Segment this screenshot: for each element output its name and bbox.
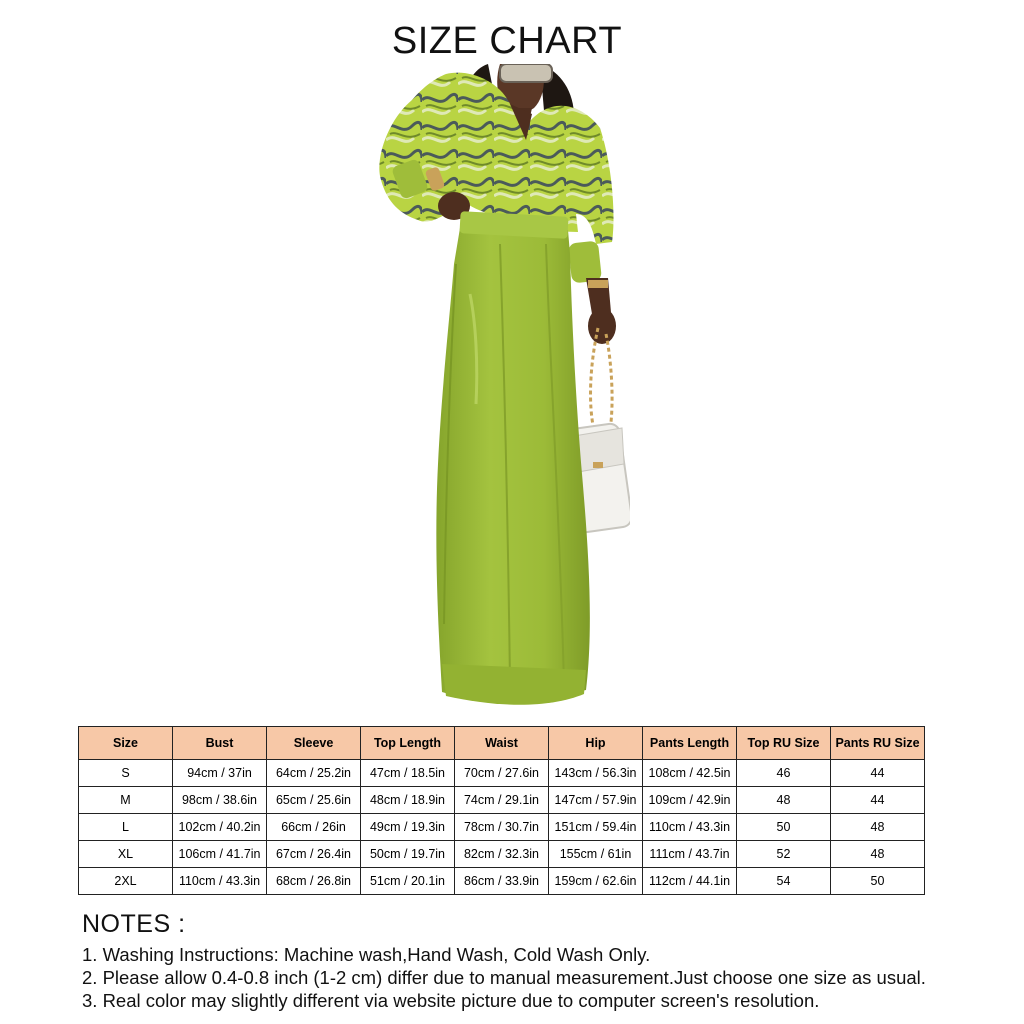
- table-cell: 102cm / 40.2in: [173, 814, 267, 841]
- table-cell: 147cm / 57.9in: [549, 787, 643, 814]
- table-cell: S: [79, 760, 173, 787]
- table-cell: 159cm / 62.6in: [549, 868, 643, 895]
- table-cell: 68cm / 26.8in: [267, 868, 361, 895]
- table-row: [79, 814, 925, 841]
- table-cell: 46: [737, 760, 831, 787]
- table-row: [79, 868, 925, 895]
- table-cell: M: [79, 787, 173, 814]
- page-title: SIZE CHART: [391, 20, 623, 62]
- table-cell: 48cm / 18.9in: [361, 787, 455, 814]
- table-row: [79, 760, 925, 787]
- table-cell: 54: [737, 868, 831, 895]
- sunglasses: [500, 64, 552, 82]
- table-cell: 106cm / 41.7in: [173, 841, 267, 868]
- right-hand: [588, 308, 616, 344]
- table-cell: 49cm / 19.3in: [361, 814, 455, 841]
- table-cell: 50cm / 19.7in: [361, 841, 455, 868]
- header-hip: Hip: [549, 727, 643, 760]
- table-cell: 50: [831, 868, 925, 895]
- table-cell: 74cm / 29.1in: [455, 787, 549, 814]
- table-cell: 67cm / 26.4in: [267, 841, 361, 868]
- table-cell: 98cm / 38.6in: [173, 787, 267, 814]
- table-cell: 50: [737, 814, 831, 841]
- table-cell: 52: [737, 841, 831, 868]
- table-cell: 86cm / 33.9in: [455, 868, 549, 895]
- table-row: [79, 841, 925, 868]
- table-cell: 143cm / 56.3in: [549, 760, 643, 787]
- table-cell: 44: [831, 760, 925, 787]
- table-cell: 48: [831, 841, 925, 868]
- table-cell: 48: [737, 787, 831, 814]
- table-cell: 65cm / 25.6in: [267, 787, 361, 814]
- table-cell: 112cm / 44.1in: [643, 868, 737, 895]
- note-item: 2. Please allow 0.4-0.8 inch (1-2 cm) differ due to manual measurement.Just choose one size as usual.: [82, 967, 926, 988]
- table-cell: 51cm / 20.1in: [361, 868, 455, 895]
- table-cell: 110cm / 43.3in: [643, 814, 737, 841]
- table-cell: 94cm / 37in: [173, 760, 267, 787]
- table-cell: 64cm / 25.2in: [267, 760, 361, 787]
- table-cell: 2XL: [79, 868, 173, 895]
- notes-section: [82, 910, 1002, 1012]
- table-cell: 47cm / 18.5in: [361, 760, 455, 787]
- table-cell: 151cm / 59.4in: [549, 814, 643, 841]
- table-cell: 66cm / 26in: [267, 814, 361, 841]
- header-top-ru-size: Top RU Size: [737, 727, 831, 760]
- table-cell: 44: [831, 787, 925, 814]
- table-cell: 70cm / 27.6in: [455, 760, 549, 787]
- table-cell: 111cm / 43.7in: [643, 841, 737, 868]
- note-item: 1. Washing Instructions: Machine wash,Hand Wash, Cold Wash Only.: [82, 944, 651, 965]
- header-waist: Waist: [455, 727, 549, 760]
- table-cell: 110cm / 43.3in: [173, 868, 267, 895]
- notes-heading: NOTES :: [82, 910, 186, 938]
- table-header-row: [79, 727, 925, 760]
- table-cell: 78cm / 30.7in: [455, 814, 549, 841]
- size-chart-table: [78, 726, 925, 895]
- header-bust: Bust: [173, 727, 267, 760]
- header-size: Size: [79, 727, 173, 760]
- table-cell: 109cm / 42.9in: [643, 787, 737, 814]
- table-cell: 108cm / 42.5in: [643, 760, 737, 787]
- header-pants-length: Pants Length: [643, 727, 737, 760]
- header-top-length: Top Length: [361, 727, 455, 760]
- wide-leg-pants: [436, 211, 590, 705]
- product-photo: [350, 64, 630, 714]
- table-cell: XL: [79, 841, 173, 868]
- header-sleeve: Sleeve: [267, 727, 361, 760]
- table-cell: 48: [831, 814, 925, 841]
- table-cell: 82cm / 32.3in: [455, 841, 549, 868]
- note-item: 3. Real color may slightly different via website picture due to computer screen's resolution.: [82, 990, 820, 1011]
- table-cell: 155cm / 61in: [549, 841, 643, 868]
- table-row: [79, 787, 925, 814]
- table-cell: L: [79, 814, 173, 841]
- header-pants-ru-size: Pants RU Size: [831, 727, 925, 760]
